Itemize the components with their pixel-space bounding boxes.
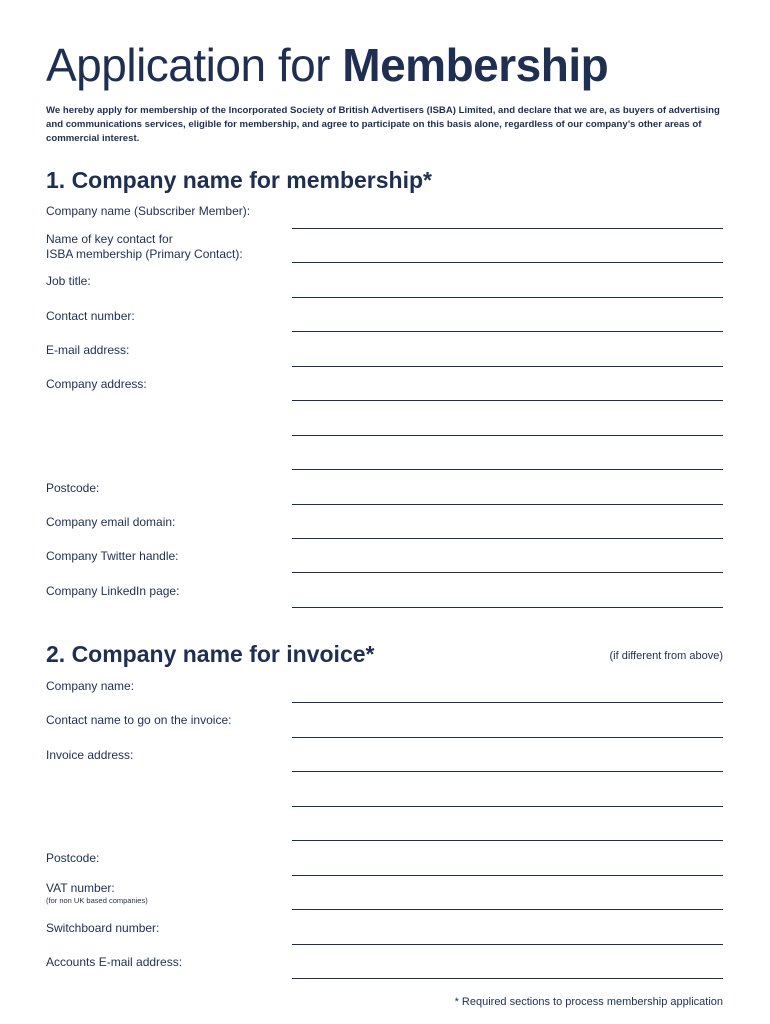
- label-company-address: Company address:: [46, 377, 147, 391]
- title-bold: Membership: [342, 39, 609, 91]
- label-company-name: Company name (Subscriber Member):: [46, 204, 251, 218]
- input-vat-number[interactable]: [292, 909, 723, 910]
- label-invoice-contact-name: Contact name to go on the invoice:: [46, 713, 232, 727]
- label-linkedin: Company LinkedIn page:: [46, 584, 180, 598]
- input-invoice-contact-name[interactable]: [292, 737, 723, 738]
- label-contact-number: Contact number:: [46, 309, 135, 323]
- label-invoice-company-name: Company name:: [46, 679, 135, 693]
- input-contact-number[interactable]: [292, 331, 723, 332]
- label-switchboard: Switchboard number:: [46, 921, 160, 935]
- title-light: Application for: [46, 39, 330, 91]
- input-invoice-postcode[interactable]: [292, 875, 723, 876]
- input-company-address-1[interactable]: [292, 400, 723, 401]
- input-invoice-address-3[interactable]: [292, 840, 723, 841]
- label-key-contact-line2: ISBA membership (Primary Contact):: [46, 247, 243, 261]
- label-postcode: Postcode:: [46, 481, 100, 495]
- input-company-address-2[interactable]: [292, 435, 723, 436]
- label-vat-number-text: VAT number:: [46, 881, 115, 895]
- footer-required-note: * Required sections to process membership application: [454, 996, 723, 1008]
- input-twitter[interactable]: [292, 572, 723, 573]
- section2-heading: 2. Company name for invoice*: [46, 641, 375, 667]
- label-invoice-postcode: Postcode:: [46, 851, 100, 865]
- page-title: [46, 36, 608, 94]
- label-key-contact-line1: Name of key contact for: [46, 232, 173, 246]
- label-accounts-email: Accounts E-mail address:: [46, 955, 183, 969]
- input-linkedin[interactable]: [292, 607, 723, 608]
- input-switchboard[interactable]: [292, 944, 723, 945]
- section2-note: (if different from above): [609, 650, 723, 662]
- input-postcode[interactable]: [292, 504, 723, 505]
- input-company-name[interactable]: [292, 228, 723, 229]
- input-job-title[interactable]: [292, 297, 723, 298]
- label-vat-number-note: (for non UK based companies): [46, 896, 148, 905]
- input-invoice-address-2[interactable]: [292, 806, 723, 807]
- label-vat-number: [46, 881, 148, 905]
- label-twitter: Company Twitter handle:: [46, 549, 179, 563]
- input-email[interactable]: [292, 366, 723, 367]
- intro-paragraph: We hereby apply for membership of the Incorporated Society of British Advertisers (ISBA) Limited, and declare that we are, as buyers of advertising and communications services, eligible for membership, and agree to participate on this basis alone, regardless of our company’s other areas of commercial interest.: [46, 105, 720, 144]
- label-invoice-address: Invoice address:: [46, 748, 134, 762]
- input-email-domain[interactable]: [292, 538, 723, 539]
- input-key-contact[interactable]: [292, 262, 723, 263]
- label-key-contact: [46, 232, 243, 262]
- input-accounts-email[interactable]: [292, 978, 723, 979]
- label-job-title: Job title:: [46, 274, 91, 288]
- label-email: E-mail address:: [46, 343, 130, 357]
- input-company-address-3[interactable]: [292, 469, 723, 470]
- label-email-domain: Company email domain:: [46, 515, 176, 529]
- input-invoice-address-1[interactable]: [292, 771, 723, 772]
- input-invoice-company-name[interactable]: [292, 702, 723, 703]
- section1-heading: 1. Company name for membership*: [46, 167, 432, 193]
